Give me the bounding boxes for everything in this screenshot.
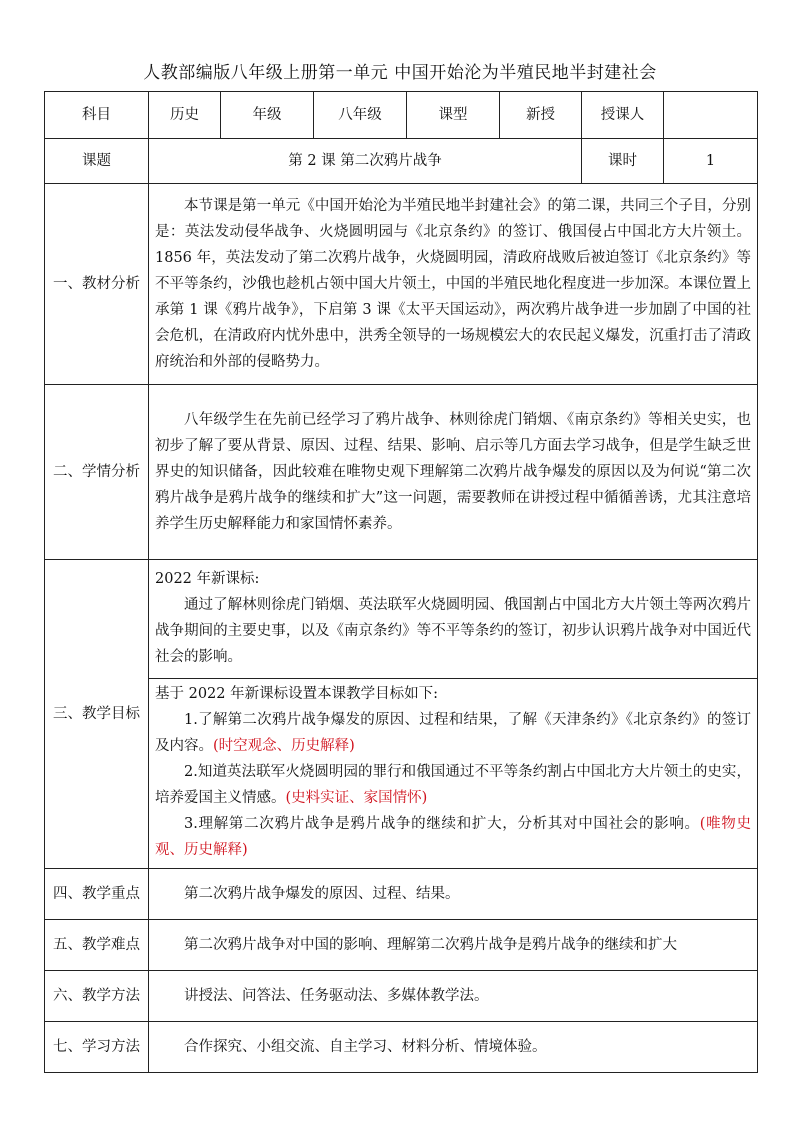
type-label: 课型 bbox=[407, 92, 500, 139]
teacher-label: 授课人 bbox=[582, 92, 664, 139]
textbook-label: 一、教材分析 bbox=[45, 184, 149, 385]
learning-label: 七、学习方法 bbox=[45, 1022, 149, 1073]
goals-row bbox=[45, 560, 758, 869]
standard-heading: 2022 年新课标: bbox=[155, 570, 260, 587]
key-points-label: 四、教学重点 bbox=[45, 869, 149, 920]
hours-label: 课时 bbox=[582, 139, 664, 184]
difficulties-text: 第二次鸦片战争对中国的影响、理解第二次鸦片战争是鸦片战争的继续和扩大 bbox=[184, 937, 677, 953]
subject-value: 历史 bbox=[149, 92, 221, 139]
learning-row bbox=[45, 1022, 758, 1073]
goal-3 bbox=[155, 811, 751, 863]
methods-text: 讲授法、问答法、任务驱动法、多媒体教学法。 bbox=[184, 988, 489, 1004]
goal-3-text: 3.理解第二次鸦片战争是鸦片战争的继续和扩大，分析其对中国社会的影响。 bbox=[184, 815, 700, 832]
difficulties-row bbox=[45, 920, 758, 971]
textbook-cell bbox=[149, 184, 758, 385]
goal-1-text: 1.了解第二次鸦片战争爆发的原因、过程和结果，了解《天津条约》《北京条约》的签订及内容。 bbox=[155, 711, 751, 754]
difficulties-label: 五、教学难点 bbox=[45, 920, 149, 971]
lesson-plan-table bbox=[44, 91, 758, 1073]
lesson-row bbox=[45, 139, 758, 184]
key-points-row bbox=[45, 869, 758, 920]
goal-3-tag: (唯物史观、历史解释) bbox=[155, 815, 751, 858]
goal-2 bbox=[155, 759, 751, 811]
hours-value: 1 bbox=[664, 139, 758, 184]
header-row bbox=[45, 92, 758, 139]
goal-1-tag: (时空观念、历史解释) bbox=[213, 737, 355, 754]
textbook-row bbox=[45, 184, 758, 385]
teacher-value bbox=[664, 92, 758, 139]
standard-text: 通过了解林则徐虎门销烟、英法联军火烧圆明园、俄国割占中国北方大片领土等两次鸦片战争期间的主要史事，以及《南京条约》等不平等条约的签订，初步认识鸦片战争对中国近代社会的影响。 bbox=[155, 596, 751, 665]
students-cell bbox=[149, 385, 758, 560]
goal-2-text: 2.知道英法联军火烧圆明园的罪行和俄国通过不平等条约割占中国北方大片领土的史实，培养爱国主义情感。 bbox=[155, 763, 751, 806]
lesson-label: 课题 bbox=[45, 139, 149, 184]
goals-divider bbox=[149, 678, 757, 679]
students-row bbox=[45, 385, 758, 560]
difficulties-cell bbox=[149, 920, 758, 971]
lesson-value: 第 2 课 第二次鸦片战争 bbox=[149, 139, 582, 184]
goal-2-tag: (史料实证、家国情怀) bbox=[285, 789, 428, 806]
type-value: 新授 bbox=[500, 92, 582, 139]
page-title: 人教部编版八年级上册第一单元 中国开始沦为半殖民地半封建社会 bbox=[143, 63, 657, 83]
textbook-text: 本节课是第一单元《中国开始沦为半殖民地半封建社会》的第二课，共同三个子目，分别是：英法发动侵华战争、火烧圆明园与《北京条约》的签订、俄国侵占中国北方大片领土。1856 年，英法发动了第二次鸦片战争，火烧圆明园，清政府战败后被迫签订《北京条约》等不平等条约，沙俄也趁机占领中国大片领土，中国的半殖民地化程度进一步加深。本课位置上承第 1 课《鸦片战争》，下启第 3 课《太平天国运动》，两次鸦片战争进一步加剧了中国的社会危机，在清政府内忧外患中，洪秀全领导的一场规模宏大的农民起义爆发，沉重打击了清政府统治和外部的侵略势力。 bbox=[155, 198, 751, 370]
subject-label: 科目 bbox=[45, 92, 149, 139]
students-text: 八年级学生在先前已经学习了鸦片战争、林则徐虎门销烟、《南京条约》等相关史实，也初步了解了要从背景、原因、过程、结果、影响、启示等几方面去学习战争，但是学生缺乏世界史的知识储备，因此较难在唯物史观下理解第二次鸦片战争爆发的原因以及为何说“第二次鸦片战争是鸦片战争的继续和扩大”这一问题，需要教师在讲授过程中循循善诱，尤其注意培养学生历史解释能力和家国情怀素养。 bbox=[155, 412, 751, 532]
methods-label: 六、教学方法 bbox=[45, 971, 149, 1022]
grade-value: 八年级 bbox=[314, 92, 407, 139]
key-points-cell bbox=[149, 869, 758, 920]
goals-label: 三、教学目标 bbox=[45, 560, 149, 869]
methods-cell bbox=[149, 971, 758, 1022]
learning-cell bbox=[149, 1022, 758, 1073]
learning-text: 合作探究、小组交流、自主学习、材料分析、情境体验。 bbox=[184, 1039, 547, 1055]
methods-row bbox=[45, 971, 758, 1022]
key-points-text: 第二次鸦片战争爆发的原因、过程、结果。 bbox=[184, 886, 460, 902]
goals-heading: 基于 2022 年新课标设置本课教学目标如下: bbox=[155, 685, 439, 702]
students-label: 二、学情分析 bbox=[45, 385, 149, 560]
goals-cell bbox=[149, 560, 758, 869]
grade-label: 年级 bbox=[221, 92, 314, 139]
goal-1 bbox=[155, 707, 751, 759]
